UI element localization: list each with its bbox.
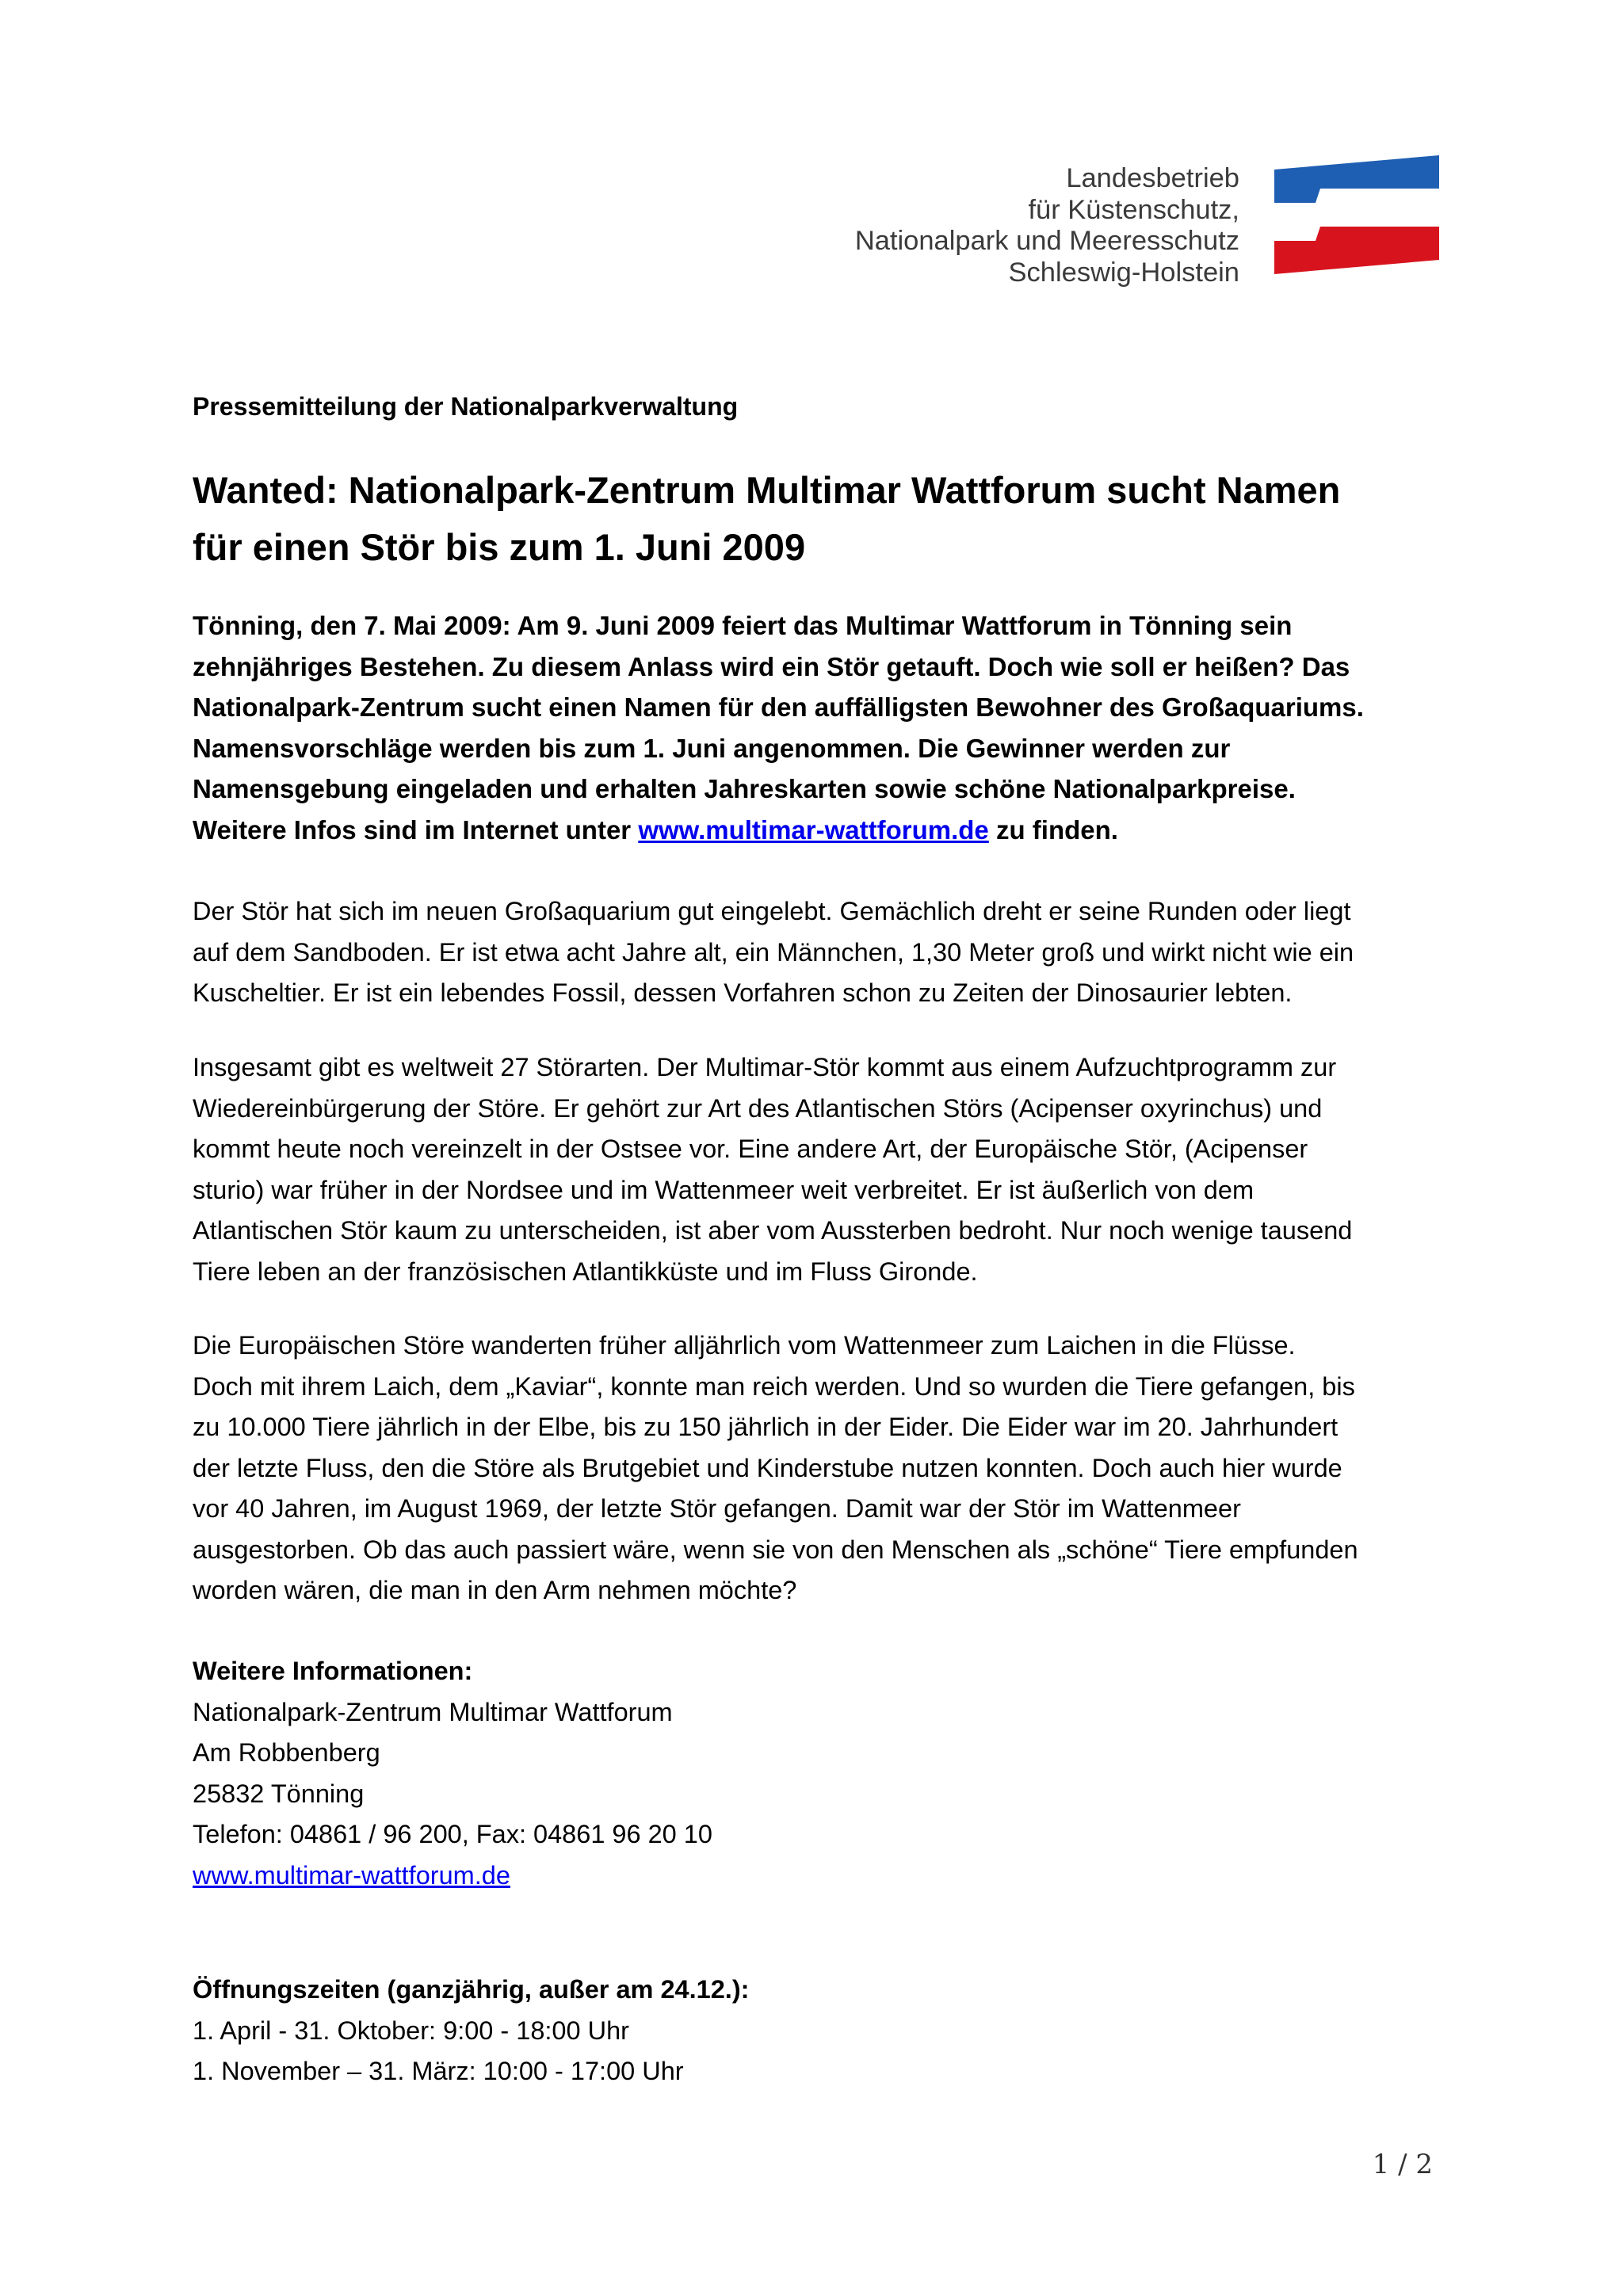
paragraph-line: Der Stör hat sich im neuen Großaquarium gut eingelebt. Gemächlich dreht er seine Runden oder liegt	[193, 897, 1351, 925]
paragraph-line: Doch mit ihrem Laich, dem „Kaviar“, konnte man reich werden. Und so wurden die Tiere gefangen, bis	[193, 1371, 1355, 1401]
body-paragraph-3	[193, 1325, 1445, 1611]
page-number: 1 / 2	[1372, 2149, 1433, 2180]
logo-red-stripe	[1274, 227, 1439, 274]
organization-logo-text	[855, 163, 1239, 288]
lead-link-prefix: Weitere Infos sind im Internet unter	[193, 814, 639, 845]
contact-link-row	[193, 1855, 1445, 1897]
body-paragraph-2	[193, 1047, 1445, 1292]
paragraph-line: sturio) war früher in der Nordsee und im Wattenmeer weit verbreitet. Er ist äußerlich von dem	[193, 1175, 1254, 1204]
lead-paragraph	[193, 605, 1445, 850]
logo-line: für Küstenschutz,	[1028, 194, 1239, 225]
contact-info	[193, 1651, 1445, 1896]
contact-line: Am Robbenberg	[193, 1738, 380, 1767]
paragraph-line: zu 10.000 Tiere jährlich in der Elbe, bis zu 150 jährlich in der Eider. Die Eider war im 20. Jahrhundert	[193, 1413, 1338, 1441]
paragraph-line: Kuscheltier. Er ist ein lebendes Fossil, dessen Vorfahren schon zu Zeiten der Dinosaurier lebten.	[193, 978, 1293, 1007]
contact-line: Nationalpark-Zentrum Multimar Wattforum	[193, 1697, 673, 1726]
opening-hours-line: 1. April - 31. Oktober: 9:00 - 18:00 Uhr	[193, 2016, 629, 2045]
paragraph-line: Die Europäischen Störe wanderten früher alljährlich vom Wattenmeer zum Laichen in die Flüsse.	[193, 1331, 1296, 1360]
logo-blue-stripe	[1274, 155, 1439, 203]
lead-line: Tönning, den 7. Mai 2009: Am 9. Juni 2009 feiert das Multimar Wattforum in Tönning sein	[193, 611, 1293, 640]
website-link[interactable]: www.multimar-wattforum.de	[638, 814, 989, 845]
logo-line: Nationalpark und Meeresschutz	[854, 226, 1239, 256]
paragraph-line: vor 40 Jahren, im August 1969, der letzte Stör gefangen. Damit war der Stör im Wattenmeer	[193, 1494, 1241, 1523]
opening-hours	[193, 1970, 1445, 2092]
paragraph-line: Insgesamt gibt es weltweit 27 Störarten. Der Multimar-Stör kommt aus einem Aufzuchtprogramm zur	[193, 1053, 1337, 1081]
paragraph-line: worden wären, die man in den Arm nehmen möchte?	[193, 1576, 797, 1604]
logo-line: Schleswig-Holstein	[1008, 257, 1239, 288]
lead-line: Namensgebung eingeladen und erhalten Jahreskarten sowie schöne Nationalparkpreise.	[193, 774, 1296, 803]
paragraph-line: Tiere leben an der französischen Atlantikküste und im Fluss Gironde.	[193, 1257, 978, 1286]
paragraph-line: Wiedereinbürgerung der Störe. Er gehört zur Art des Atlantischen Störs (Acipenser oxyrinchus) und	[193, 1093, 1323, 1123]
lead-line-last	[193, 810, 1445, 851]
logo-line: Landesbetrieb	[1066, 163, 1239, 193]
contact-line: 25832 Tönning	[193, 1779, 365, 1808]
headline-line: Wanted: Nationalpark-Zentrum Multimar Wattforum sucht Namen	[193, 469, 1341, 511]
paragraph-line: ausgestorben. Ob das auch passiert wäre, wenn sie von den Menschen als „schöne“ Tiere empfunden	[193, 1535, 1358, 1564]
headline	[193, 462, 1445, 576]
contact-website-link[interactable]: www.multimar-wattforum.de	[193, 1860, 510, 1890]
lead-line: zehnjähriges Bestehen. Zu diesem Anlass wird ein Stör getauft. Doch wie soll er heißen? Das	[193, 651, 1350, 681]
contact-heading: Weitere Informationen:	[193, 1657, 473, 1685]
paragraph-line: kommt heute noch vereinzelt in der Ostsee vor. Eine andere Art, der Europäische Stör, (Acipenser	[193, 1135, 1308, 1163]
paragraph-line: auf dem Sandboden. Er ist etwa acht Jahre alt, ein Männchen, 1,30 Meter groß und wirkt nicht wie ein	[193, 937, 1354, 967]
opening-hours-heading: Öffnungszeiten (ganzjährig, außer am 24.12.):	[193, 1975, 750, 2004]
opening-hours-line: 1. November – 31. März: 10:00 - 17:00 Uhr	[193, 2057, 684, 2085]
paragraph-line: der letzte Fluss, den die Störe als Brutgebiet und Kinderstube nutzen konnten. Doch auch hier wurde	[193, 1453, 1342, 1482]
press-release-kicker: Pressemitteilung der Nationalparkverwaltung	[193, 392, 739, 421]
lead-line: Namensvorschläge werden bis zum 1. Juni angenommen. Die Gewinner werden zur	[193, 733, 1231, 763]
schleswig-holstein-flag-logo-icon	[1274, 155, 1439, 274]
contact-line: Telefon: 04861 / 96 200, Fax: 04861 96 20 10	[193, 1820, 712, 1848]
headline-line: für einen Stör bis zum 1. Juni 2009	[193, 526, 806, 568]
body-paragraph-1	[193, 891, 1445, 1014]
paragraph-line: Atlantischen Stör kaum zu unterscheiden, ist aber vom Aussterben bedroht. Nur noch wenige tausend	[193, 1216, 1353, 1245]
lead-link-suffix: zu finden.	[988, 814, 1118, 845]
lead-line: Nationalpark-Zentrum sucht einen Namen für den auffälligsten Bewohner des Großaquariums.	[193, 692, 1364, 722]
